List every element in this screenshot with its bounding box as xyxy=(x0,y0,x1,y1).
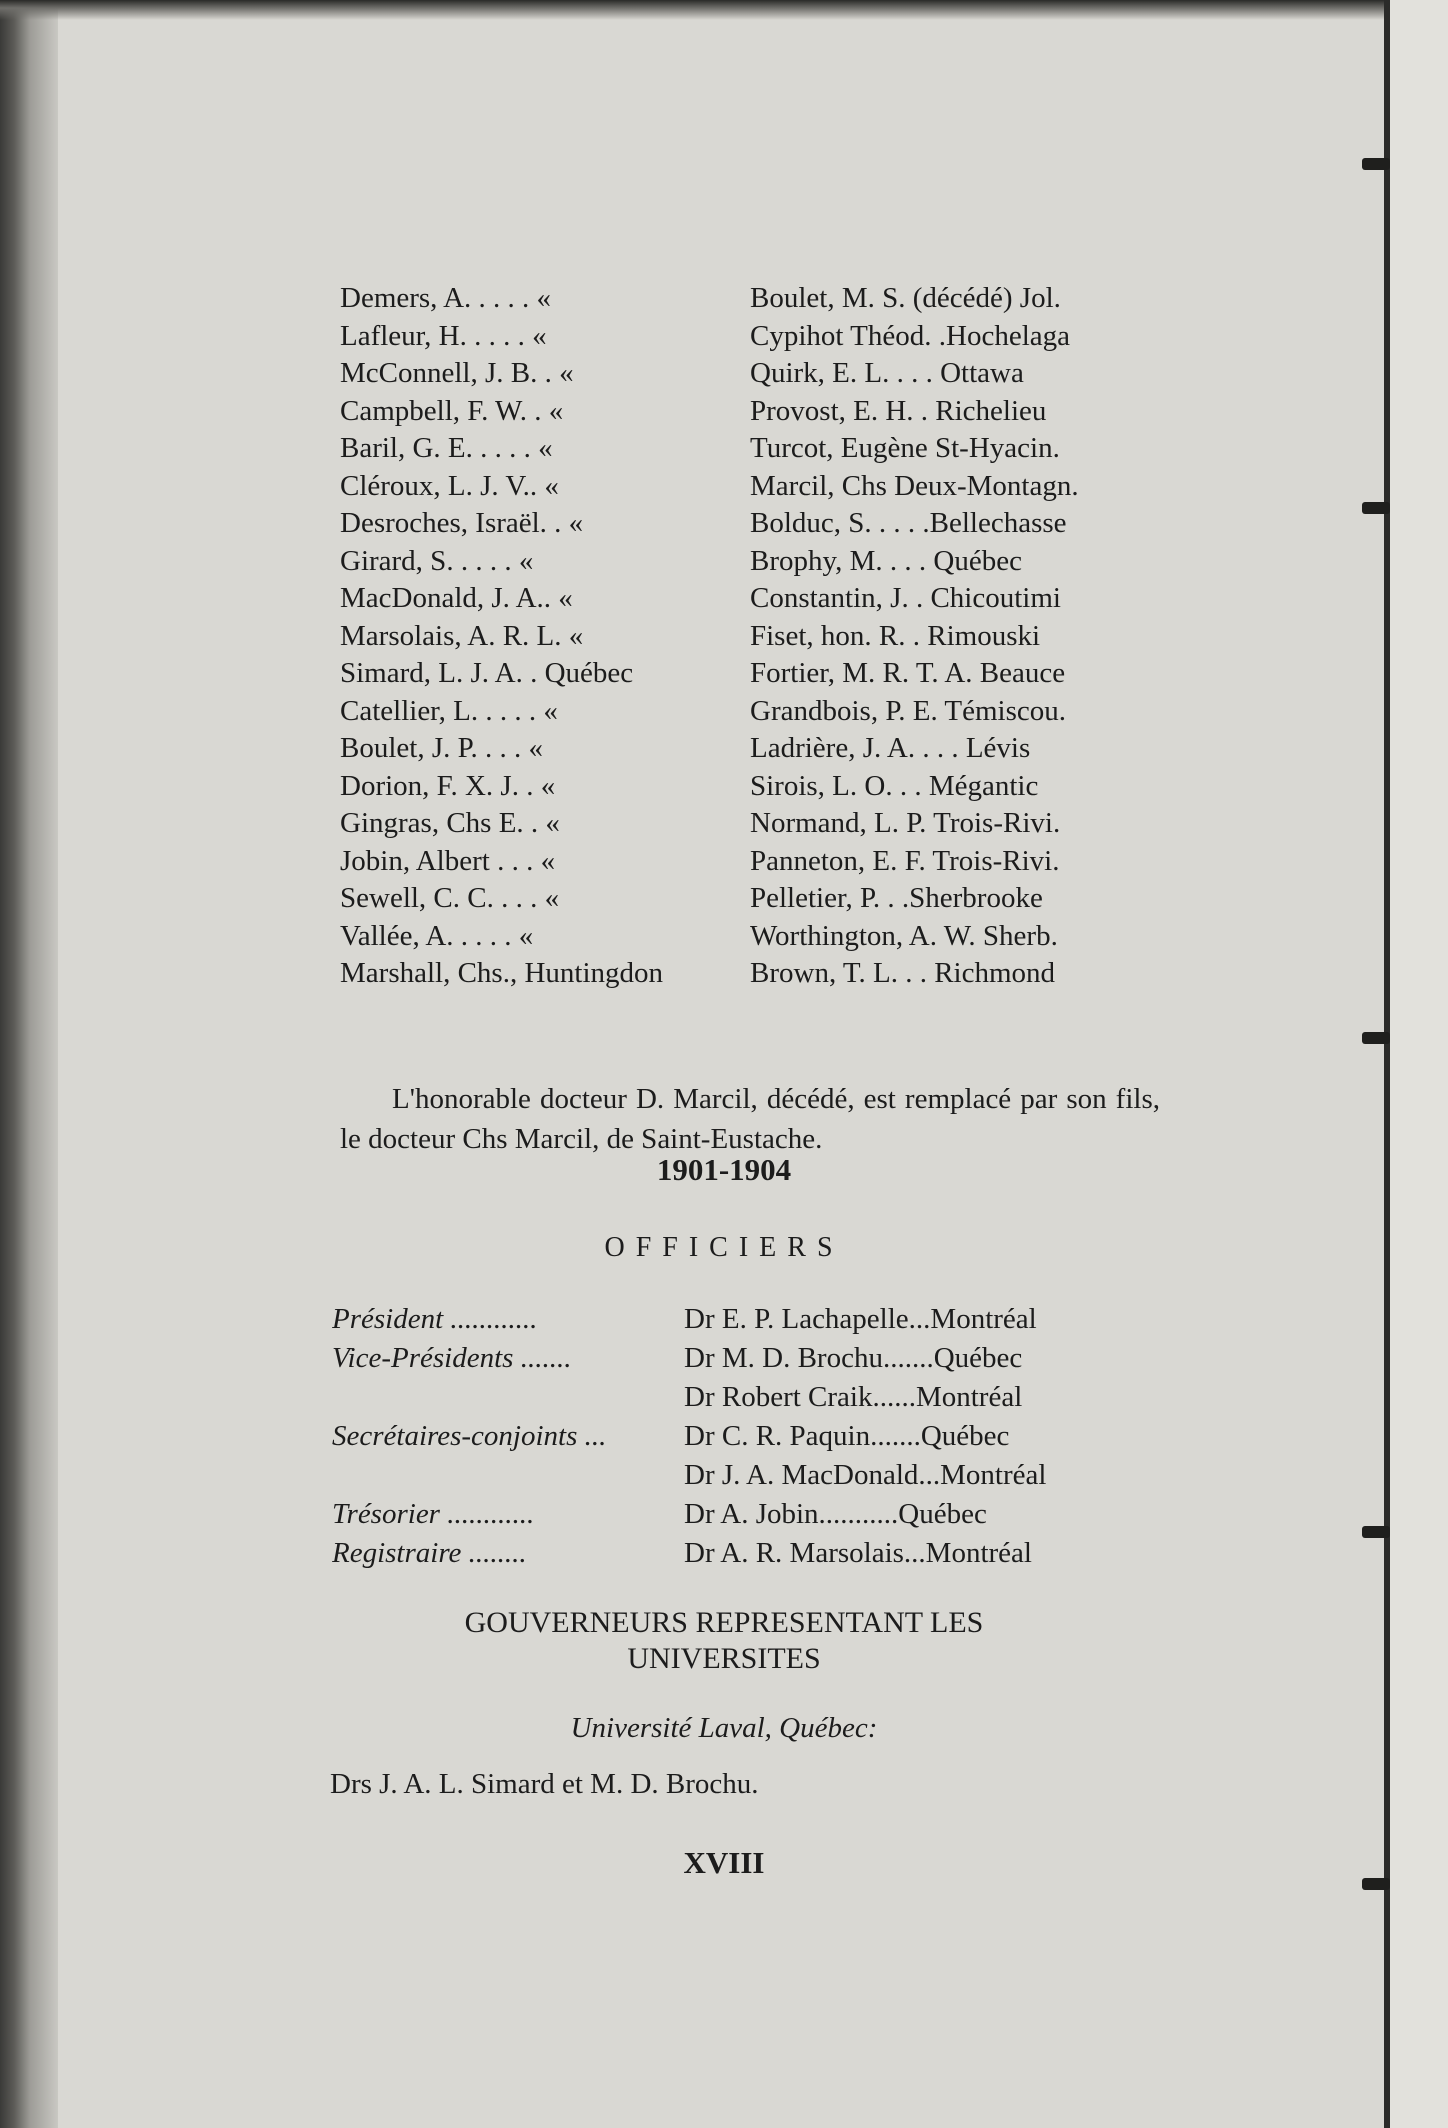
officer-role xyxy=(332,1378,684,1417)
officer-holder: Dr J. A. MacDonald...Montréal xyxy=(684,1459,1047,1491)
officer-row xyxy=(332,1378,1162,1417)
university-name: Université Laval, Québec: xyxy=(570,1712,878,1744)
member-right: Worthington, A. W. Sherb. xyxy=(750,919,1058,952)
officer-holder: Dr E. P. Lachapelle...Montréal xyxy=(684,1303,1037,1335)
member-right: Pelletier, P. . .Sherbrooke xyxy=(750,882,1043,914)
member-left: Sewell, C. C. . . . « xyxy=(340,882,560,914)
member-right: Constantin, J. . Chicoutimi xyxy=(750,582,1061,614)
member-right: Fortier, M. R. T. A. Beauce xyxy=(750,657,1066,689)
officer-role: Trésorier ............ xyxy=(332,1498,535,1530)
officer-holder: Dr A. Jobin...........Québec xyxy=(684,1498,987,1530)
member-right: Provost, E. H. . Richelieu xyxy=(750,394,1047,427)
member-left: MacDonald, J. A.. « xyxy=(340,582,573,614)
officer-row xyxy=(332,1339,1162,1378)
member-right: Ladrière, J. A. . . . Lévis xyxy=(750,732,1031,764)
member-right: Panneton, E. F. Trois-Rivi. xyxy=(750,844,1060,877)
officer-holder: Dr C. R. Paquin.......Québec xyxy=(684,1420,1010,1452)
officer-role: Président ............ xyxy=(332,1303,538,1335)
officer-holder: Dr Robert Craik......Montréal xyxy=(684,1381,1023,1413)
member-right: Fiset, hon. R. . Rimouski xyxy=(750,619,1041,652)
officer-holder: Dr M. D. Brochu.......Québec xyxy=(684,1342,1023,1374)
member-left: Dorion, F. X. J. . « xyxy=(340,769,556,802)
member-right: Boulet, M. S. (décédé) Jol. xyxy=(750,282,1061,314)
member-left: Demers, A. . . . . « xyxy=(340,282,552,314)
governors-heading xyxy=(0,1605,1448,1677)
member-right: Normand, L. P. Trois-Rivi. xyxy=(750,807,1061,839)
member-right: Marcil, Chs Deux-Montagn. xyxy=(750,469,1079,502)
university-doctors: Drs J. A. L. Simard et M. D. Brochu. xyxy=(330,1768,759,1800)
member-right: Turcot, Eugène St-Hyacin. xyxy=(750,432,1060,464)
officer-holder: Dr A. R. Marsolais...Montréal xyxy=(684,1537,1032,1569)
member-right: Brophy, M. . . . Québec xyxy=(750,544,1022,577)
member-right: Cypihot Théod. .Hochelaga xyxy=(750,319,1071,352)
member-left: Desroches, Israël. . « xyxy=(340,507,584,539)
officer-row xyxy=(332,1300,1162,1339)
officer-role xyxy=(332,1456,684,1495)
officer-role: Secrétaires-conjoints ... xyxy=(332,1420,607,1452)
member-left: Jobin, Albert . . . « xyxy=(340,844,556,877)
replacement-note: L'honorable docteur D. Marcil, décédé, est remplacé par son fils, le docteur Chs Marcil, de Saint-Eustache. xyxy=(340,1083,1160,1155)
member-right: Bolduc, S. . . . .Bellechasse xyxy=(750,507,1067,539)
member-left: Gingras, Chs E. . « xyxy=(340,807,560,839)
member-left: McConnell, J. B. . « xyxy=(340,357,574,389)
member-left: Baril, G. E. . . . . « xyxy=(340,432,553,464)
page-number: XVIII xyxy=(683,1845,765,1880)
member-left: Catellier, L. . . . . « xyxy=(340,694,558,727)
term-years-heading: 1901-1904 xyxy=(656,1152,792,1187)
member-right: Grandbois, P. E. Témiscou. xyxy=(750,694,1067,727)
member-left: Marsolais, A. R. L. « xyxy=(340,619,584,652)
member-left: Lafleur, H. . . . . « xyxy=(340,319,547,352)
officers-heading: OFFICIERS xyxy=(604,1232,844,1263)
governors-heading-line: UNIVERSITES xyxy=(627,1642,821,1675)
member-left: Girard, S. . . . . « xyxy=(340,544,534,577)
member-right: Sirois, L. O. . . Mégantic xyxy=(750,769,1039,802)
member-left: Boulet, J. P. . . . « xyxy=(340,732,544,764)
member-left: Cléroux, L. J. V.. « xyxy=(340,469,559,502)
officer-row xyxy=(332,1456,1162,1495)
officers-list xyxy=(332,1300,1162,1573)
officer-role: Registraire ........ xyxy=(332,1537,527,1569)
governors-heading-line: GOUVERNEURS REPRESENTANT LES xyxy=(464,1606,984,1639)
officer-row xyxy=(332,1534,1162,1573)
member-right: Brown, T. L. . . Richmond xyxy=(750,957,1056,989)
officer-row xyxy=(332,1417,1162,1456)
officer-row xyxy=(332,1495,1162,1534)
members-list xyxy=(340,280,1180,993)
member-left: Vallée, A. . . . . « xyxy=(340,919,534,952)
member-right: Quirk, E. L. . . . Ottawa xyxy=(750,357,1024,389)
member-left: Campbell, F. W. . « xyxy=(340,394,564,427)
officer-role: Vice-Présidents ....... xyxy=(332,1342,572,1374)
member-left: Marshall, Chs., Huntingdon xyxy=(340,957,664,989)
member-left: Simard, L. J. A. . Québec xyxy=(340,657,634,689)
